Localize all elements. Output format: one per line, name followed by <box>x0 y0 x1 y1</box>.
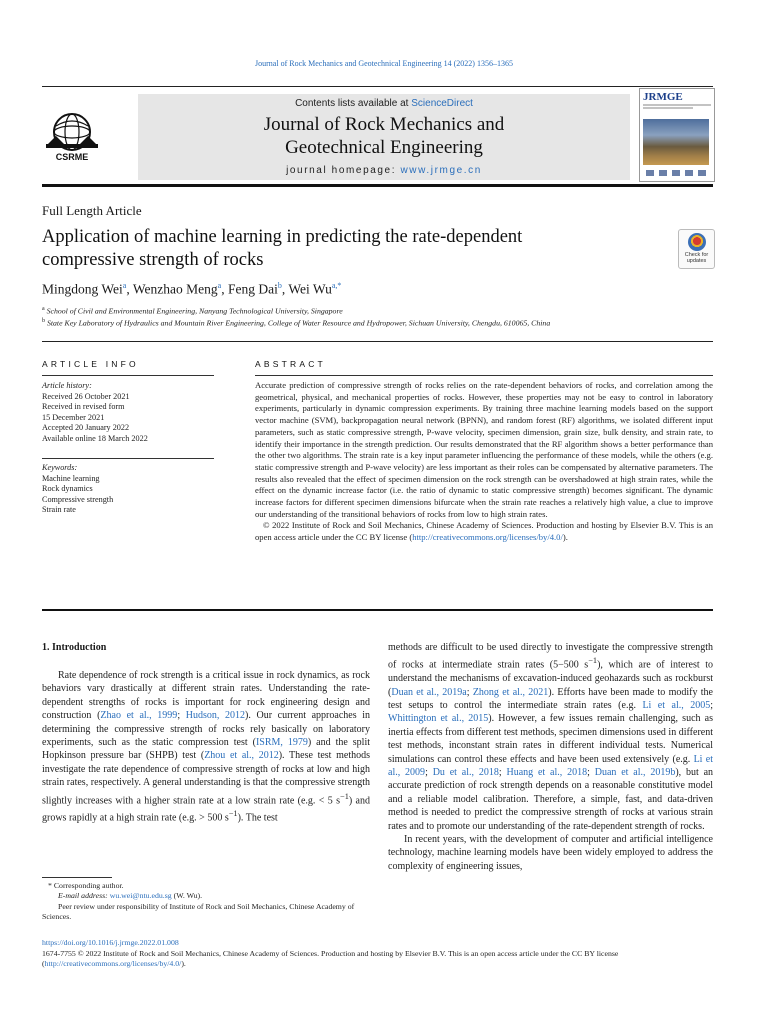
author-name[interactable]: Feng Dai <box>227 281 278 297</box>
sciencedirect-link[interactable]: ScienceDirect <box>411 98 473 109</box>
affiliation-text: School of Civil and Environmental Engineering, Nanyang Technological University, Singapore <box>46 306 343 316</box>
author-affil-sup[interactable]: a <box>217 281 222 290</box>
corresponding-author-note: * Corresponding author. <box>48 881 124 890</box>
citation-link[interactable]: Hudson, 2012 <box>185 710 245 722</box>
check-updates-label: Check for updates <box>684 252 709 264</box>
contents-line <box>138 98 630 109</box>
article-history <box>42 381 214 445</box>
history-item: 15 December 2021 <box>42 412 105 422</box>
cover-line <box>643 104 711 106</box>
history-item: Accepted 20 January 2022 <box>42 423 130 433</box>
history-label: Article history: <box>42 381 92 390</box>
page-bottom-info <box>42 938 722 970</box>
journal-cover-image[interactable] <box>639 88 715 182</box>
check-for-updates-button[interactable] <box>678 229 715 269</box>
citation-link[interactable]: ISRM, 1979 <box>255 737 308 749</box>
peer-review-note: Peer review under responsibility of Institute of Rock and Soil Mechanics, Chinese Academy of Sciences. <box>42 901 355 922</box>
journal-banner <box>138 94 630 180</box>
keywords <box>42 463 214 516</box>
journal-title <box>138 113 630 159</box>
info-rule <box>42 458 214 459</box>
author-affil-sup[interactable]: a <box>122 281 127 290</box>
bottom-license-link[interactable]: http://creativecommons.org/licenses/by/4.0/ <box>44 959 182 968</box>
footnotes <box>42 881 370 923</box>
keyword-item: Machine learning <box>42 473 100 483</box>
cover-line <box>643 107 693 109</box>
copyright-end: ). <box>562 532 568 543</box>
citation-link[interactable]: Zhao et al., 1999 <box>100 710 178 722</box>
abstract-text: Accurate prediction of compressive strength of rocks relies on the rate-dependent behaviors of rocks, and correlation among the geometrical, physical, and mechanical properties of rocks. However, these properties may not be easy to control in laboratory experiments, particularly in dynamic compression experiments. By training three machine learning models based on the support vector machine (SVM), backpropagation neural network (BPNN), and random forest (RF) algorithms, we isolated different input parameters, such as static compressive strength, P-wave velocity, specimen dimension, grain size, bulk density, and strain rate, to identify their importance in the strength prediction. Our results demonstrated that the RF algorithm shows a better performance than the other two algorithms. The strain rate is a key input parameter influencing the performance of these models, while the others (e.g. static compressive strength and P-wave velocity) are less important as their roles can be compensated by alternative parameters. The results also revealed that the effect of specimen dimension on the rock strength can be overshadowed at high strain rates, while the effect on the dynamic increase factor (i.e. the ratio of dynamic to static compressive strength) becomes significant. The dynamic increase factors for different specimen dimensions bifurcate when the strain rate reaches a relatively high value, a clue to improve our understanding of the transitional behaviors of rocks from low to high strain rates. <box>255 380 713 519</box>
article-type: Full Length Article <box>42 203 142 218</box>
title-line1: Application of machine learning in predicting the rate-dependent <box>42 227 523 247</box>
citation-link[interactable]: Whittington et al., 2015 <box>388 713 489 725</box>
contents-prefix: Contents lists available at <box>295 98 412 109</box>
abstract-heading: ABSTRACT <box>255 359 326 369</box>
divider <box>42 341 713 342</box>
license-link[interactable]: http://creativecommons.org/licenses/by/4.0/ <box>412 532 563 543</box>
journal-title-line2: Geotechnical Engineering <box>285 137 483 158</box>
keyword-item: Rock dynamics <box>42 484 93 494</box>
info-rule <box>42 375 214 376</box>
section-heading: 1. Introduction <box>42 642 107 653</box>
left-column-text <box>42 669 370 825</box>
cover-title: JRMGE <box>643 91 683 103</box>
title-line2: compressive strength of rocks <box>42 250 264 270</box>
journal-title-line1: Journal of Rock Mechanics and <box>263 114 505 135</box>
author-list: Mingdong Wei$^a$, Wenzhao Meng$^a$, Feng Dai$^b$, Wei $Wu^{a,*}$ <box>42 281 342 297</box>
history-item: Available online 18 March 2022 <box>42 433 148 443</box>
email-line <box>42 891 370 901</box>
check-updates-icon <box>688 233 706 251</box>
homepage-prefix: journal homepage: <box>286 165 401 176</box>
email-suffix: (W. Wu). <box>171 891 203 901</box>
homepage-link[interactable]: www.jrmge.cn <box>400 165 482 176</box>
author-affil-sup[interactable]: b <box>277 281 282 290</box>
citation-link[interactable]: Duan et al., 2019a <box>391 686 467 698</box>
paragraph: methods are difficult to be used directly to investigate the compressive strength of rocks at intermediate strain rates (5−500 $s^{-1}$), which are of interest to understand the mechanisms of excavation-induced geohazards such as rockburst (Duan et al., 2019a; Zhong et al., 2021). Efforts have been made to modify the test setups to control the intermediate strain rates (e.g. Li et al., 2005; Whittington et al., 2015). However, a few issues remain challenging, such as inertia effects from different test methods, specimen dimensions used in different test methods, inconstant strain rates in different individual tests. Numerical simulations can control these effects and have been used extensively (e.g. Li et al., 2009; Du et al., 2018; Huang et al., 2018; Duan et al., 2019b), but an accurate prediction of rock strength depends on a reasonable constitutive model and a reliable model calibration. Therefore, a simple, fast, and data-driven method is needed to predict the compressive strength of rocks at various strain rates and to promote our understanding of the rate-dependent strength of rocks. <box>388 642 714 832</box>
history-item: Received in revised form <box>42 402 125 412</box>
license-text: 1674-7755 © 2022 Institute of Rock and Soil Mechanics, Chinese Academy of Sciences. Production and hosting by Elsevier B.V. This is an open access article under the CC BY license ( <box>42 948 619 968</box>
author-name[interactable]: Wei Wu <box>288 281 332 297</box>
copyright-text: © 2022 Institute of Rock and Soil Mechanics, Chinese Academy of Sciences. Production and hosting by Elsevier B.V. This is an open access article under the CC BY license ( <box>255 520 713 543</box>
journal-header <box>42 88 713 182</box>
email-link[interactable]: wu.wei@ntu.edu.sg <box>109 891 172 901</box>
header-rule-top <box>42 86 713 87</box>
author-name[interactable]: Wenzhao Meng <box>132 281 218 297</box>
header-rule-bottom <box>42 184 713 187</box>
citation-link[interactable]: Du et al., 2018 <box>432 766 499 778</box>
paragraph: In recent years, with the development of computer and artificial intelligence technology, machine learning models have been widely employed to address the complexity of engineering issues, <box>388 834 713 872</box>
journal-homepage <box>138 165 630 176</box>
abstract-body <box>255 380 713 544</box>
history-item: Received 26 October 2021 <box>42 391 130 401</box>
doi-link[interactable]: https://doi.org/10.1016/j.jrmge.2022.01.008 <box>42 938 179 947</box>
abstract-bottom-rule <box>42 609 713 611</box>
right-column-text <box>388 641 713 873</box>
affiliation <box>42 318 550 328</box>
article-title <box>42 226 632 272</box>
author-name[interactable]: Mingdong Wei <box>42 281 123 297</box>
abstract-rule <box>255 375 713 376</box>
affiliation-sup: a <box>42 306 45 312</box>
citation-link[interactable]: Duan et al., 2019b <box>594 766 676 778</box>
citation-link[interactable]: Zhong et al., 2021 <box>472 686 549 698</box>
affiliation-text: State Key Laboratory of Hydraulics and Mountain River Engineering, College of Water Resource and Hydropower, Sichuan University, Chengdu, 610065, China <box>46 318 551 328</box>
citation-link[interactable]: Li et al., 2005 <box>642 699 711 711</box>
keywords-label: Keywords: <box>42 463 78 472</box>
paragraph: Rate dependence of rock strength is a critical issue in rock dynamics, as rock behaviors vary drastically at different strain rates. Understanding the rate-dependent strengths of rocks is important for rock engineering design and construction (Zhao et al., 1999; Hudson, 2012). Our current approaches in determining the compressive strength of rocks rely basically on laboratory experiments, such as the static compression test (ISRM, 1979) and the split Hopkinson pressure bar (SHPB) test (Zhou et al., 2012). These test methods investigate the rate dependence of compressive strength of rocks at low and high strain rates, respectively. A general understanding is that the compressive strength slightly increases with a higher strain rate at a low strain rate (e.g. < 5 $s^{-1}$) and grows rapidly at a high strain rate (e.g. > 500 $s^{-1}$). The test <box>42 670 371 824</box>
cover-photo <box>643 119 709 165</box>
article-info-heading: ARTICLE INFO <box>42 359 139 369</box>
affiliation <box>42 306 343 316</box>
footnote-rule <box>42 877 112 878</box>
email-label: E-mail address: <box>58 891 110 901</box>
cover-footer <box>643 170 709 178</box>
author-affil-sup[interactable]: a,* <box>331 281 342 290</box>
keyword-item: Strain rate <box>42 505 76 515</box>
csrme-logo-icon <box>42 110 102 165</box>
citation-link[interactable]: Zhou et al., 2012 <box>204 750 279 762</box>
abstract-copyright <box>255 520 713 543</box>
affiliation-sup: b <box>42 318 45 324</box>
journal-reference[interactable]: Journal of Rock Mechanics and Geotechnical Engineering 14 (2022) 1356–1365 <box>255 59 513 68</box>
keyword-item: Compressive strength <box>42 494 114 504</box>
logo-text: CSRME <box>55 152 89 162</box>
citation-link[interactable]: Huang et al., 2018 <box>506 766 588 778</box>
license-line <box>42 949 722 970</box>
license-end: ). <box>181 959 186 968</box>
citation-link[interactable]: Li et al., 2009 <box>388 753 713 778</box>
